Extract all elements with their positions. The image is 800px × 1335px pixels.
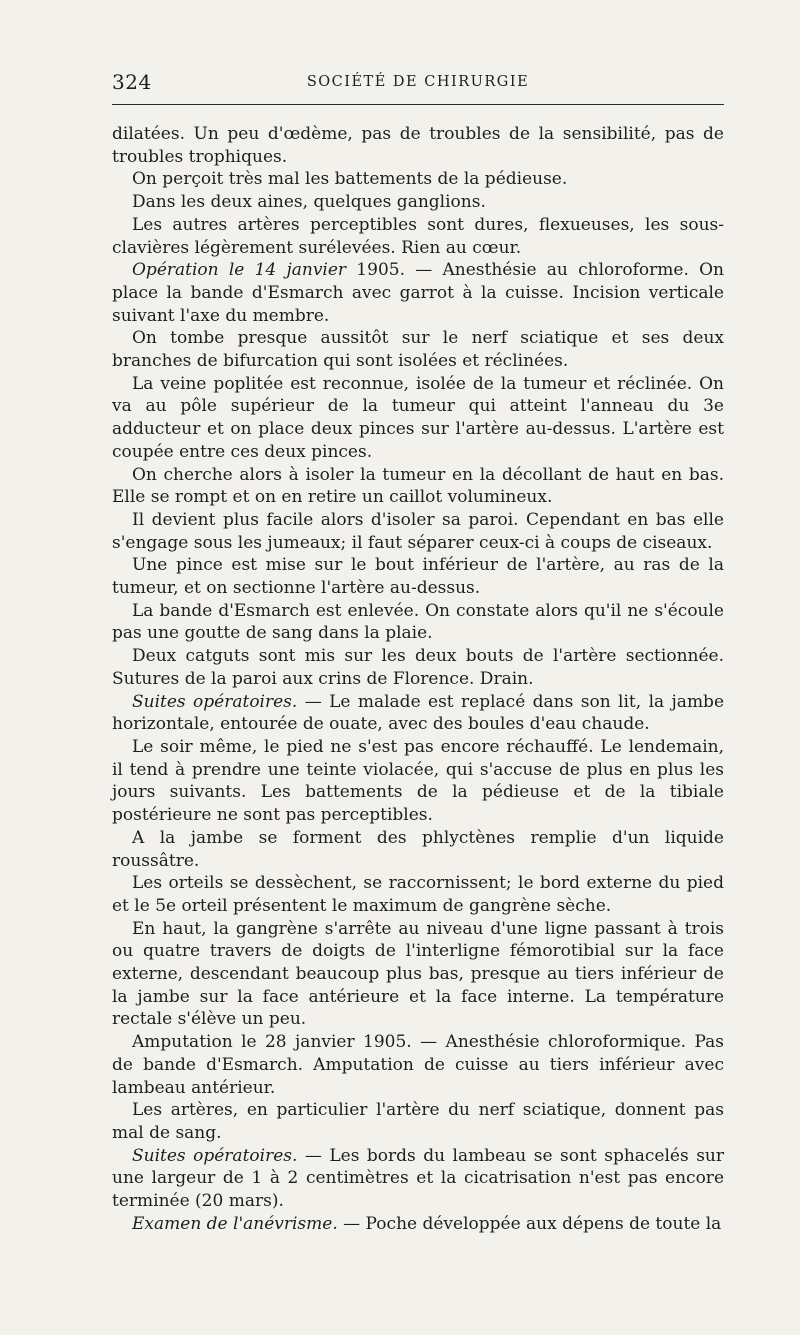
paragraph bbox=[112, 327, 724, 372]
paragraph bbox=[112, 259, 724, 327]
paragraph-text: Une pince est mise sur le bout inférieur de l'artère, au ras de la tumeur, et on sectionne l'artère au-dessus. bbox=[112, 555, 724, 599]
paragraph bbox=[112, 1099, 724, 1144]
paragraph-text: 1905. — Anesthésie au chloroforme. On place la bande d'Esmarch avec garrot à la cuisse. Incision verticale suivant l'axe du membre. bbox=[112, 260, 724, 326]
paragraph-text: — Poche développée aux dépens de toute la bbox=[337, 1213, 722, 1234]
paragraph bbox=[112, 1031, 724, 1099]
paragraph bbox=[112, 373, 724, 464]
paragraph-text: dilatées. Un peu d'œdème, pas de troubles de la sensibilité, pas de troubles trophiques. bbox=[112, 124, 724, 167]
paragraph-text: La bande d'Esmarch est enlevée. On constate alors qu'il ne s'écoule pas une goutte de sang dans la plaie. bbox=[112, 600, 724, 644]
paragraph bbox=[112, 872, 724, 917]
paragraph bbox=[112, 1145, 724, 1213]
page-header bbox=[112, 68, 724, 102]
running-title: SOCIÉTÉ DE CHIRURGIE bbox=[306, 74, 530, 90]
paragraph-text: On cherche alors à isoler la tumeur en la décollant de haut en bas. Elle se rompt et on en retire un caillot volumineux. bbox=[112, 464, 724, 508]
paragraph bbox=[112, 191, 724, 214]
paragraph-text: Deux catguts sont mis sur les deux bouts de l'artère sectionnée. Sutures de la paroi aux crins de Florence. Drain. bbox=[112, 646, 724, 689]
paragraph bbox=[112, 827, 724, 872]
paragraph-lead: Opération le 14 janvier bbox=[132, 260, 347, 281]
paragraph bbox=[112, 600, 724, 645]
paragraph-text: Le soir même, le pied ne s'est pas encore réchauffé. Le lendemain, il tend à prendre une teinte violacée, qui s'accuse de plus en plus les jours suivants. Les battements de la pédieuse et de la tibiale postérieure ne sont pas perceptibles. bbox=[112, 736, 724, 826]
paragraph-text: — Les bords du lambeau se sont sphacelés sur une largeur de 1 à 2 centimètres et la cicatrisation n'est pas encore terminée (20 mars). bbox=[112, 1145, 724, 1212]
page-number: 324 bbox=[112, 70, 152, 94]
paragraph-text: En haut, la gangrène s'arrête au niveau d'une ligne passant à trois ou quatre travers de doigts de l'interligne fémorotibial sur la face externe, descendant beaucoup plus bas, presque au tiers inférieur de la jambe sur la face antérieure et la face interne. La température rectale s'élève un peu. bbox=[112, 918, 724, 1030]
paragraph-text: A la jambe se forment des phlyctènes remplie d'un liquide roussâtre. bbox=[112, 827, 724, 871]
paragraph bbox=[112, 123, 724, 168]
paragraph-text: Les artères, en particulier l'artère du nerf sciatique, donnent pas mal de sang. bbox=[112, 1100, 724, 1143]
paragraph-text: Les autres artères perceptibles sont dures, flexueuses, les sous-clavières légèrement surélevées. Rien au cœur. bbox=[112, 214, 724, 258]
paragraph-lead: Suites opératoires. bbox=[132, 691, 298, 712]
paragraph bbox=[112, 214, 724, 259]
paragraph-lead: Suites opératoires. bbox=[132, 1145, 298, 1166]
paragraph bbox=[112, 464, 724, 509]
body-text bbox=[112, 123, 724, 1235]
paragraph-text: On tombe presque aussitôt sur le nerf sciatique et ses deux branches de bifurcation qui sont isolées et réclinées. bbox=[112, 328, 724, 372]
paragraph-text: On perçoit très mal les battements de la pédieuse. bbox=[132, 169, 568, 190]
paragraph bbox=[112, 1213, 724, 1236]
paragraph bbox=[112, 918, 724, 1032]
paragraph-text: — Le malade est replacé dans son lit, la jambe horizontale, entourée de ouate, avec des boules d'eau chaude. bbox=[112, 691, 725, 735]
paragraph bbox=[112, 645, 724, 690]
paragraph bbox=[112, 509, 724, 554]
paragraph bbox=[112, 554, 724, 599]
paragraph-lead: Examen de l'anévrisme. bbox=[132, 1213, 338, 1234]
paragraph-text: Les orteils se dessèchent, se raccornissent; le bord externe du pied et le 5e orteil présentent le maximum de gangrène sèche. bbox=[112, 873, 724, 916]
paragraph-text: Amputation le 28 janvier 1905. — Anesthésie chloroformique. Pas de bande d'Esmarch. Amputation de cuisse au tiers inférieur avec lambeau antérieur. bbox=[112, 1032, 724, 1098]
paragraph bbox=[112, 168, 724, 191]
paragraph-text: Il devient plus facile alors d'isoler sa paroi. Cependant en bas elle s'engage sous les jumeaux; il faut séparer ceux-ci à coups de ciseaux. bbox=[112, 509, 724, 553]
paragraph-text: La veine poplitée est reconnue, isolée de la tumeur et réclinée. On va au pôle supérieur de la tumeur qui atteint l'anneau du 3e adducteur et on place deux pinces sur l'artère au-dessus. L'artère est coupée entre ces deux pinces. bbox=[112, 373, 724, 462]
paragraph-text: Dans les deux aines, quelques ganglions. bbox=[132, 192, 486, 213]
paragraph bbox=[112, 691, 724, 736]
paragraph bbox=[112, 736, 724, 827]
header-rule bbox=[112, 104, 724, 105]
